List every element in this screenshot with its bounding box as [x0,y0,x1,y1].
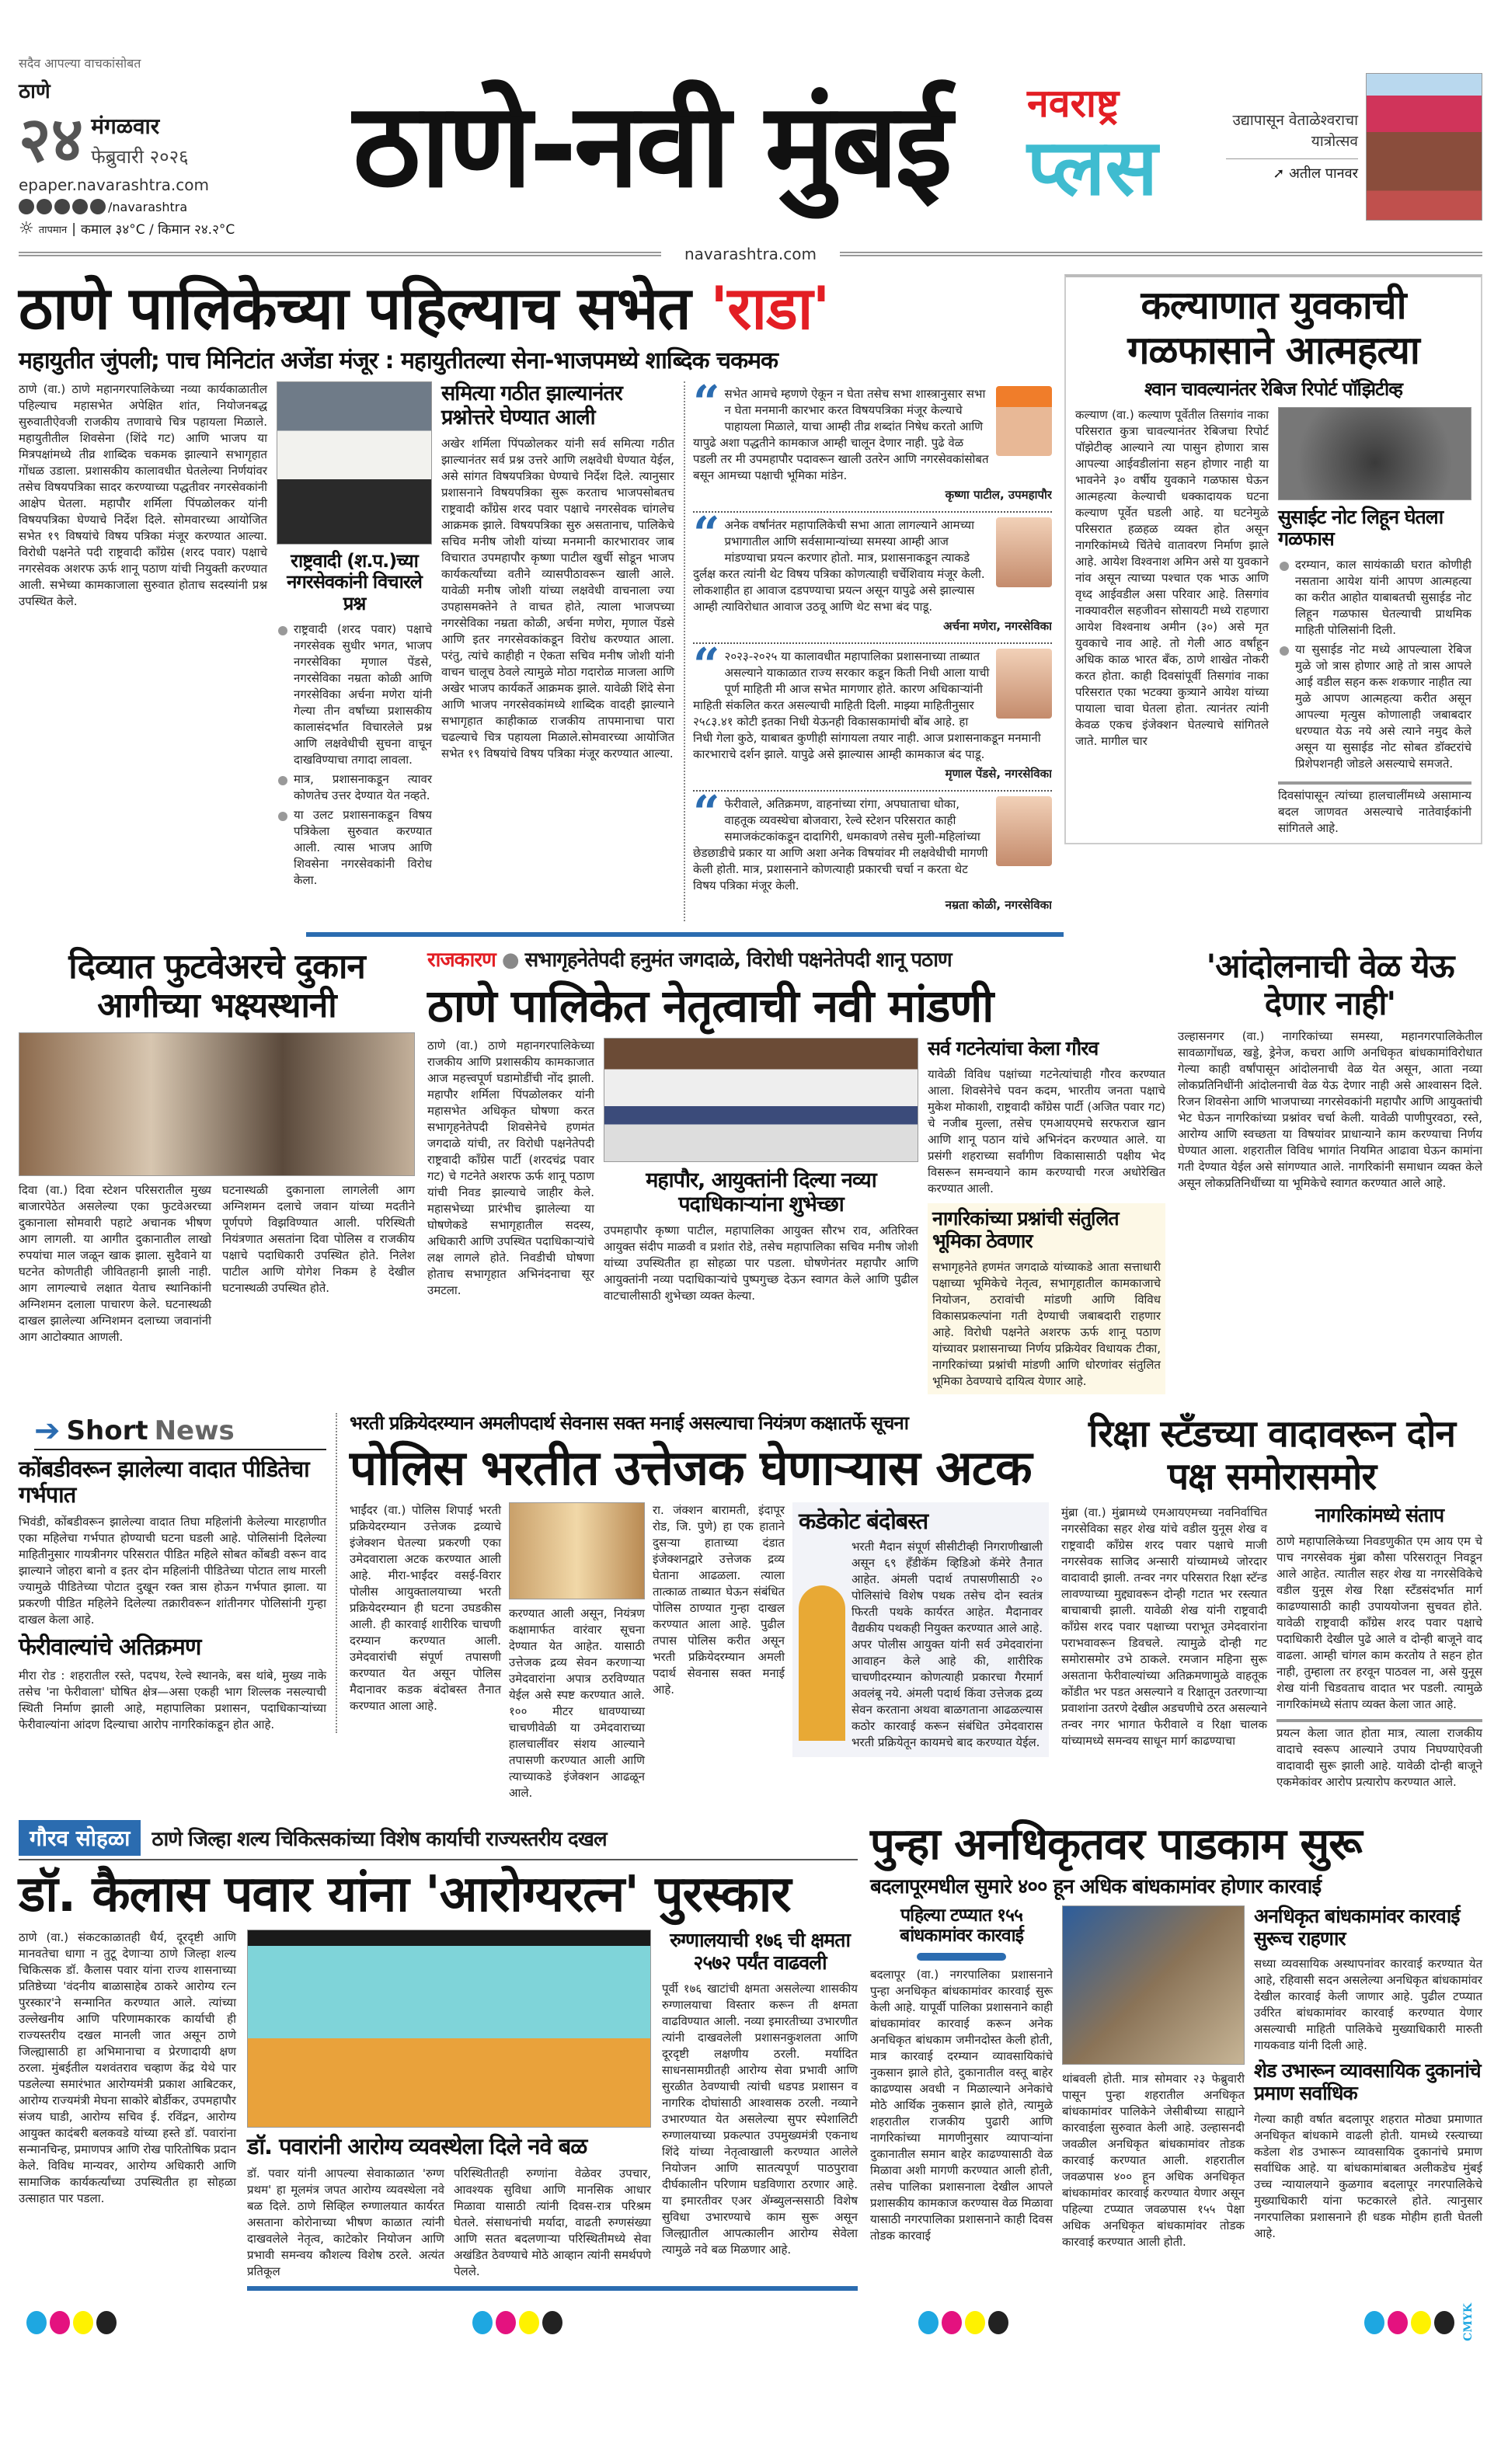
quote-author: नम्रता कोळी, नगरसेविका [945,897,1052,912]
lead-bullets [277,621,432,892]
politics-kicker [427,948,1165,974]
black-dot [1434,2311,1454,2334]
avatar [996,517,1052,587]
site-url[interactable]: navarashtra.com [684,245,817,263]
badlapur-mid [1062,1905,1245,2250]
short-news-header [34,1413,326,1450]
demolition-photo [1062,1905,1245,2065]
teaser-author [1226,158,1358,183]
protest-headline: 'आंदोलनाची वेळ येऊ देणार नाही' [1206,946,1454,1023]
print-marks-row [19,2303,1482,2341]
weekday: मंगळवार [91,113,160,139]
diva-headline: दिव्यात फुटवेअरचे दुकान आगीच्या भक्ष्यस्थानी [68,946,365,1026]
rickshaw-headline: रिक्षा स्टँडच्या वादावरून दोन पक्ष समोरासमोर [1088,1411,1456,1498]
award-kicker: ठाणे जिल्हा शल्य चिकित्सकांच्या विशेष कार्याची राज्यस्तरीय दखल [151,1827,607,1851]
date-text [91,111,188,169]
instagram-icon[interactable] [37,199,52,214]
continue-body: सध्या व्यवसायिक अस्थापनांवर कारवाई करण्यात येत आहे, रहिवासी सदन असलेल्या अनधिकृत बांधकामांवर देखील कारवाई केली जाणार आहे. पुढील टप्प्यात उर्वरित बांधकामांवर कारवाई करण्यात येणार असल्याची माहिती पालिकेचे मुख्याधिकारी मारुती गायकवाड यांनी दिली आहे. [1254,1957,1482,2053]
teaser-author-name: अतील पानवर [1289,165,1358,182]
short-news [19,1413,337,1733]
diva-story [19,948,415,1345]
lead-columns [19,381,1052,921]
security-body: भरती मैदान संपूर्ण सीसीटीव्ही निगराणीखाली असून ६९ हँडीकॅम व्हिडिओ कॅमेरे तैनात आहेत. अंमली पदार्थ तपासणीसाठी २० पोलिसांचे विशेष पथक तसेच दोन स्वतंत्र फिरती पथके कार्यरत आहेत. मैदानावर वैद्यकीय पथकही नियुक्त करण्यात आले आहे. अपर पोलीस आयुक्त यांनी सर्व उमेदवारांना आवाहन केले आहे की, शारीरिक चाचणीदरम्यान कोणत्याही प्रकारचा गैरमार्ग अवलंबू नये. अंमली पदार्थ किंवा उत्तेजक द्रव्य सेवन करताना अथवा बाळगताना आढळल्यास कठोर कारवाई करून संबंधित उमेदवारास भरती प्रक्रियेतून कायमचे बाद करण्यात येईल. [851,1539,1043,1749]
sheds-heading: शेड उभारून व्यावसायिक दुकानांचे प्रमाण सर्वाधिक [1254,2059,1481,2105]
kalyan-story [1064,274,1482,844]
magenta-dot [942,2311,962,2334]
police-col1: भाईंदर (वा.) पोलिस शिपाई भरती प्रक्रियेदरम्यान उत्तेजक द्रव्याचे इंजेक्शन घेतल्या प्रकरणी एका उमेदवाराला अटक करण्यात आली आहे. मीरा-भाईंदर वसई-विरार पोलीस आयुक्तालयाच्या भरती प्रक्रियेदरम्यान ही घटना उघडकीस आली. ही कारवाई शारीरिक चाचणी दरम्यान करण्यात आली. उमेदवारांची संपूर्ण तपासणी करण्यात येत असून पोलिस मैदानावर कडक बंदोबस्त तैनात करण्यात आला आहे. [350,1502,501,1713]
badlapur-headline: पुन्हा अनधिकृतवर पाडकाम सुरू [870,1818,1362,1870]
balance-heading: नागरिकांच्या प्रश्नांची संतुलित भूमिका ठेवणार [932,1207,1119,1252]
arrow-icon: ➚ [1273,165,1285,182]
badlapur-col1-body: बदलापूर (वा.) नगरपालिका प्रशासनाने पुन्हा अनधिकृत बांधकामांवर कारवाई सुरू केली आहे. यापूर्वी पालिका प्रशासनाने काही बांधकामांवर कारवाई करून अनेक अनधिकृत बांधकाम जमीनदोस्त केली होती, मात्र कारवाई दरम्यान व्यावसायिकांचे नुकसान झाले होते, दुकानातील वस्तू बाहेर काढण्यास अवधी न मिळाल्याने अनेकांचे मोठे आर्थिक नुकसान झाले होते, त्यामुळे शहरातील राजकीय पुढारी आणि नागरिकांच्या मागणीनुसार व्यापाऱ्यांना दुकानातील समान बाहेर काढण्यासाठी वेळ मिळावा अशी मागणी करण्यात आली होती, तसेच पालिका प्रशासनाला देखील आपले प्रशासकीय कामकाज करण्यास वेळ मिळावा यासाठी नगरपालिका प्रशासनाने काही दिवस तोडक कारवाई [870,1967,1053,2243]
quote-icon: “ [693,512,720,562]
quote-text: २०२३-२०२५ या कालावधीत महापालिका प्रशासनाच्या ताब्यात असल्याने याकाळात राज्य सरकार कडून किती निधी आला याची पूर्ण माहिती मी आज सभेत मागणार होते. कारण अधिकाऱ्यांनी माहिती संकलित करत असल्याची माहिती दिली. माझ्या माहितीनुसार २५८३.४१ कोटी इतका निधी येऊनही विकासकामांची बोंब आहे. हा निधी गेला कुठे, याबाबत कुणीही सांगायला तयार नाही. आज प्रशासनाकडून मनमानी कारभाराचे दर्शन झाले. यापुढे असे झाल्यास आम्ही कामकाज बंद पाडू. [693,649,1041,761]
tagline: सदैव आपल्या वाचकांसोबत [19,56,141,71]
badlapur-subhead: बदलापूरमधील सुमारे ४०० हून अधिक बांधकामांवर होणार कारवाई [870,1874,1322,1898]
bullet-item: या सुसाईड नोट मध्ये आपल्याला रेबिज मुळे जो त्रास होणार आहे तो त्रास आपले आई वडील सहन करू शकणार नाहीत त्या मुळे आपण आत्महत्या करीत असून आपल्या मृत्युस कोणालाही जबाबदार धरण्यात येऊ नये असे त्याने नमुद केले असून या सुसाईड नोट सोबत डॉक्टरांचे प्रिशेपशनही जोडले असल्याचे समजते. [1278,642,1471,772]
short-label: Short [66,1415,148,1446]
quote-icon: “ [693,791,720,840]
weather: ☼ तापमान | कमाल ३४°C / किमान २४.२°C [19,219,235,238]
award-bottom-rule [247,2286,858,2291]
award-col1: ठाणे (वा.) संकटकाळातही धैर्य, दूरदृष्टी आणि मानवतेचा धागा न तुटू देणाऱ्या ठाणे जिल्हा शल्य चिकित्सक डॉ. कैलास पवार यांना राज्य शासनाच्या प्रतिष्ठेच्या 'वंदनीय बाळासाहेब ठाकरे आरोग्य रत्न पुरस्कार'ने सन्मानित करण्यात आले. त्यांच्या उल्लेखनीय आणि परिणामकारक कार्याची ही राज्यस्तरीय दखल मानली जात असून ठाणे जिल्ह्यासाठी हा अभिमानाचा व प्रेरणादायी क्षण ठरला. मुंबईतील यशवंतराव चव्हाण केंद्र येथे पार पडलेल्या समारंभात आरोग्यमंत्री प्रकाश आबिटकर, आरोग्य राज्यमंत्री मेघना साकोरे बोर्डीकर, उपमहापौर संजय घाडी, आरोग्य सचिव ई. रविंद्रन, आरोग्य आयुक्त कादंबरी बलकवडे यांच्या हस्ते डॉ. पवारांना सन्मानचिन्ह, प्रमाणपत्र आणि रोख पारितोषिक प्रदान केले. विविध मान्यवर, आरोग्य अधिकारी आणि सामाजिक कार्यकर्त्यांच्या उपस्थितीत हा सोहळा उत्साहात पार पडला. [19,1930,236,2206]
brand-bottom: प्लस [1027,122,1158,213]
badlapur-columns [870,1905,1482,2250]
col3-body: अखेर शर्मिला पिंपळोलकर यांनी सर्व समित्या गठीत झाल्यानंतर सर्व प्रश्न उत्तरे आणि लक्षवेधी घेण्यात येईल, असे सांगत विषयपत्रिका घेण्याचे निर्देश दिले. त्यानुसार प्रशासनाने विषयपत्रिका सुरू करताच भाजपसोबतच राष्ट्रवादी काँग्रेस शरद पवार पक्षाचे नगरसेवक चांगलेच आक्रमक झाले. विषयपत्रिका सुरु असतानाच, पालिकेचे सचिव मनीष जोशी यांच्या मनमानी कारभारावर जाब विचारात उपमहापौर कृष्णा पाटील खुर्ची सोडून भाजप कार्यकर्त्यांच्या वतीने व्यासपीठावरून खाली आले. यावेळी मनीष जोशी यांच्या लक्षवेधी वाचनाला ज्या उपहासमक्तेने ते वाचत होते, त्याला भाजपच्या नगरसेविका नम्रता कोळी, अर्चना मणेरा, मृणाल पेंडसे आणि इतर नगरसेवकांकडून विरोध करण्यात आला. परंतु, त्यांचे काहीही न ऐकता सचिव मनीष जोशी यांनी वाचन चालूच ठेवले त्यामुळे मोठा गदारोळ माजला आणि अखेर भाजप कार्यकर्ते आक्रमक झाले. यावेळी शिंदे सेना आणि भाजप नगरसेवकांमध्ये शाब्दिक वादही झाल्याने सभागृहात काहीकाळ राजकीय तापमानाचा पारा चढल्याचे चित्र पहायला मिळाले.सोमवारच्या आयोजित सभेत १९ विषयांचे विषय पत्रिका मंजूर करण्यात आल्या. [441,436,674,760]
cmyk-label: CMYK [1462,2303,1475,2342]
officials-group-photo [604,1038,918,1162]
lead-story [19,274,1052,921]
sheds-body: गेल्या काही वर्षात बदलापूर शहरात मोठ्या प्रमाणात अनधिकृत बांधकामे वाढली होती. यामध्ये रस्त्याच्या कडेला शेड उभारून व्यावसायिक दुकानांचे प्रमाण सर्वाधिक आहे. या बांधकामांबाबत अलीकडेच मुंबई उच्च न्यायालयाने कुळगाव बदलापूर नगरपालिकेचे मुख्याधिकारी यांना फटकारले होते. त्यानुसार नगरपालिका प्रशासनाने ही धडक मोहीम हाती घेतली आहे. [1254,2111,1482,2240]
kalyan-columns [1075,407,1471,837]
rickshaw-side [1276,1505,1482,1791]
diva-col2: घटनास्थळी दुकानाला लागलेली आग अग्निशमन दलाचे जवान यांच्या मदतीने पूर्णपणे विझविण्यात आली. परिस्थिती नियंत्रणात असतांना दिवा पोलिस व राजकीय पक्षाचे पदाधिकारी उपस्थित होते. निलेश पाटील आणि योगेश निकम हे देखील घटनास्थळी उपस्थित होते. [222,1183,415,1296]
police-kicker: भरती प्रक्रियेदरम्यान अमलीपदार्थ सेवनास सक्त मनाई असल्याचा नियंत्रण कक्षातर्फे सूचना [350,1411,908,1434]
news-label: News [154,1415,235,1446]
black-dot [988,2311,1008,2334]
diva-col1: दिवा (वा.) दिवा स्टेशन परिसरातील मुख्य बाजारपेठेत असलेल्या एका फुटवेअरच्या दुकानाला सोमवारी पहाटे अचानक भीषण आग लागली. या आगीत दुकानातील लाखो रुपयांचा माल जळून खाक झाला. सुदैवाने या घटनेत कोणतीही जीवितहानी झाली नाही. आग लागल्याचे लक्षात येताच स्थानिकांनी अग्निशमन दलाला पाचारण केले. घटनास्थळी दाखल झालेल्या अग्निशमन दलाच्या जवानांनी आग आटोक्यात आणली. [19,1183,211,1345]
photo-heading: महापौर, आयुक्तांनी दिल्या नव्या पदाधिकाऱ्यांना शुभेच्छा [646,1168,876,1217]
protest-story [1178,948,1482,1192]
award-photo-columns [247,2166,651,2280]
cyan-dot [918,2311,939,2334]
avatar [996,649,1052,719]
award-headline: डॉ. कैलास पवार यांना 'आरोग्यरत्न' पुरस्कार [19,1865,791,1923]
photo-body: उपमहापौर कृष्णा पाटील, महापालिका आयुक्त सौरभ राव, अतिरिक्त आयुक्त संदीप माळवी व प्रशांत रोडे, तसेच महापालिका सचिव मनीष जोशी यांच्या उपस्थितीत हा सोहळा पार पडला. घोषणेनंतर महापौर आणि आयुक्तांनी नव्या पदाधिकाऱ्यांचे पुष्पगुच्छ देऊन स्वागत केले आणि पुढील वाटचालीसाठी शुभेच्छा व्यक्त केल्या. [604,1223,918,1303]
quote-icon: “ [693,643,720,693]
police-col2: करण्यात आली असून, नियंत्रण कक्षामार्फत वारंवार सूचना देण्यात येत आहेत. यासाठी उत्तेजक द्रव्य सेवन करणाऱ्या उमेदवारांना अपात्र ठरविण्यात येईल असे स्पष्ट करण्यात आले. १०० मीटर धावण्याच्या चाचणीवेळी या उमेदवाराच्या हालचालींवर संशय आल्याने तपासणी करण्यात आली आणि त्याच्याकडे इंजेक्शन आढळून आले. [509,1606,645,1800]
kalyan-headline: कल्याणात युवकाची गळफासाने आत्महत्या [1127,283,1419,373]
short-news-title: कोंबडीवरून झालेल्या वादात पीडितेचा गर्भपात [19,1455,309,1508]
quote-author: कृष्णा पाटील, उपमहापौर [945,487,1052,502]
bullet-item: या उलट प्रशासनाकडून विषय पत्रिकेला सुरुवात करण्यात आली. त्यास भाजप आणि शिवसेना नगरसेवकांनी विरोध केला. [277,807,432,889]
registration-marks-right [1364,2311,1454,2334]
kalyan-bullets [1278,557,1471,775]
cyan-dot [1364,2311,1384,2334]
bullet-item: मात्र, प्रशासनाकडून त्यावर कोणतेच उत्तर देण्यात येत नव्हते. [277,771,432,804]
rickshaw-columns [1061,1505,1482,1791]
yellow-dot [519,2311,539,2334]
quote-item [693,792,1052,921]
continue-heading: अनधिकृत बांधकामांवर कारवाई सुरूच राहणार [1254,1904,1460,1950]
leadership-right [928,1038,1165,1394]
short-news-body: भिवंडी, कोंबडीवरून झालेल्या वादात तिघा महिलांनी केलेल्या मारहाणीत एका महिलेचा गर्भपात होण्याची घटना घडली आहे. पोलिसांनी दिलेल्या माहितीनुसार गायत्रीनगर परिसरात पीडित महिले सोबत कोंबडी वरून वाद झाल्याने जोहरा बानो व इतर दोन महिलांनी पीडितेच्या पोटात लाथ मारली ज्यामुळे पीडितेच्या पोटात दुखून रक्त त्रास होऊन गर्भपात झाला. या प्रकरणी पीडित महिलेने दिलेल्या तक्रारीवरून शांतीनगर पोलिसांनी गुन्हा दाखल केला आहे. [19,1515,326,1627]
teaser-text-col [1226,110,1358,183]
syringe-photo [509,1502,645,1599]
quote-item [693,381,1052,513]
teaser [1226,73,1482,221]
award-badge: गौरव सोहळा [19,1820,141,1856]
award-story [19,1820,858,2292]
teaser-text[interactable]: उद्यापासून वेताळेश्वराचा यात्रोत्सव [1232,112,1358,150]
award-mid [247,1930,651,2280]
masthead-info [19,54,275,238]
badlapur-right [1254,1905,1482,2242]
quote-text: अनेक वर्षांनंतर महापालिकेची सभा आता लागल्याने आमच्या प्रभागातील आणि सर्वसामान्यांच्या समस्या आम्ही आज मांडण्याचा प्रयत्न करणार होतो. मात्र, प्रशासनाकडून त्याकडे दुर्लक्ष करत त्यांनी थेट विषय पत्रिका कोणत्याही चर्चेशिवाय मंजूर केली. लोकशाहीत हा आवाज दडपण्याचा प्रयत्न असून यापुढे असे झाल्यास आम्ही त्याविरोधात आवाज उठवू आणि थेट सभा बंद पाडू. [693,517,985,614]
security-box [792,1502,1049,1757]
masthead-rule-left [19,252,661,256]
masthead-rule-row [19,245,1482,263]
yellow-dot [965,2311,985,2334]
quote-item [693,644,1052,792]
lead-photo-heading: राष्ट्रवादी (श.प.)च्या नगरसेवकांनी विचारले प्रश्न [287,549,422,615]
divider-pill [917,1953,1006,1961]
month-year: फेब्रुवारी २०२६ [91,145,189,168]
social-links[interactable] [19,199,275,214]
row-2 [19,948,1482,1394]
cyan-dot [26,2311,47,2334]
award-columns [19,1930,858,2280]
badlapur-col2: थांबवली होती. मात्र सोमवार २३ फेब्रुवारी पासून पुन्हा शहरातील अनधिकृत बांधकामांवर पालिकेने जेसीबीच्या साह्याने कारवाईला सुरुवात केली आहे. उल्हासनदी जवळील अनधिकृत बांधकामांवर तोडक कारवाई करण्यात आली. शहरातील जवळपास ४०० हून अधिक अनधिकृत बांधकामांवर कारवाई करण्यात येणार असून पहिल्या टप्प्यात जवळपास १५५ पेक्षा अधिक अनधिकृत बांधकामांवर तोडक कारवाई करण्यात आली होती. [1062,2071,1245,2249]
award-photo-col1: डॉ. पवार यांनी आपल्या सेवाकाळात 'रुग्ण प्रथम' हा मूलमंत्र जपत आरोग्य व्यवस्थेला नवे बळ दिले. ठाणे सिव्हिल रुग्णालयात कार्यरत असताना कोरोनाच्या भीषण काळात त्यांनी दाखवलेले नेतृत्व, काटेकोर नियोजन आणि प्रभावी समन्वय कौशल्य विशेष ठरले. अत्यंत प्रतिकूल [247,2166,444,2279]
registration-marks-mid [918,2311,1008,2334]
bullet-dot-icon: ● [501,948,519,972]
section-divider [306,932,1064,937]
brand-top: नवराष्ट्र [1027,81,1120,126]
diva-columns [19,1182,415,1345]
registration-marks-center [472,2311,562,2334]
rickshaw-tail: प्रयत्न केला जात होता मात्र, त्याला राजकीय वादाचे स्वरूप आल्याने उपाय निघण्याऐवजी वादावादी सुरू झाली आहे. यावेळी दोन्ही बाजूने एकमेकांवर आरोप प्रत्यारोप करण्यात आले. [1276,1719,1482,1791]
avatar [996,386,1052,456]
day-number: २४ [19,103,84,176]
honour-body: यावेळी विविध पक्षांच्या गटनेत्यांचाही गौरव करण्यात आला. शिवसेनेचे पवन कदम, भारतीय जनता पक्षाचे मुकेश मोकाशी, राष्ट्रवादी काँग्रेस पार्टी (अजित पवार गट) चे नजीब मुल्ला, तसेच एमआयएमचे सरफराज खान आणि शानू पठान यांचे अभिनंदन करण्यात आले. या प्रसंगी शहराच्या सर्वांगीण विकासासाठी पक्षीय भेद विसरून समन्वयाने काम करण्याची गरज अधोरेखित करण्यात आली. [928,1067,1165,1196]
kalyan-body: कल्याण (वा.) कल्याण पूर्वेतील तिसगांव नाका परिसरात कुत्रा चावल्यानंतर रेबिजचा रिपोर्ट पॉझेटीव्ह आल्याने त्या पासुन होणारा त्रास आपल्या आईवडीलांना सहन होणार नाही या भावनेने ३० वर्षीय युवकाने गळफास घेऊन आत्महत्या केल्याची धक्कादायक घटना कल्याण पूर्वेत घडली आहे. या घटनेमुळे परिसरात हळहळ व्यक्त होत असून नागरिकांमध्ये चिंतेचे वातावरण निर्माण झाले आहे. आयेश विश्वनाश अमिन असे या युवकाने नांव असून त्याच्या पश्चात एक भाऊ आणि वृध्द आईवडील असा परिवार आहे. तिसगांव नाक्यावरील सहजीवन सोसायटी मध्ये राहणारा आयेश विश्वनाथ अमीन (३०) असे मृत युवकाचे नाव आहे. तो गेली आठ वर्षांहून अधिक काळ भारत बँक, ठाणे शाखेत नोकरी करत होता. काही दिवसांपूर्वी तिसगांव नाका परिसरात एका भटक्या कुत्र्याने आयेश यांच्या पायाला चावा घेतला होता. त्यानंतर त्यांनी केवळ एकच इंजेक्शन घेतल्याचे सांगितले जाते. मागील चार [1075,407,1269,748]
leadership-headline: ठाणे पालिकेत नेतृत्वाची नवी मांडणी [427,979,994,1032]
bullet-item: राष्ट्रवादी (शरद पवार) पक्षाचे नगरसेवक सुधीर भगत, भाजप नगरसेविका मृणाल पेंडसे, नगरसेविका नम्रता कोळी आणि नगरसेविका अर्चना मणेरा यांनी गेल्या तीन वर्षांच्या प्रशासकीय कालासंदर्भात विचारलेले प्रश्न आणि लक्षवेधीची सुचना वाचून दाखविण्याचा तगादा लावला. [277,621,432,768]
police-story [350,1413,1049,1801]
kicker-label: राजकारण [427,948,496,972]
award-photo-heading: डॉ. पवारांनी आरोग्य व्यवस्थेला दिले नवे बळ [247,2133,587,2160]
kalyan-side-heading: सुसाईट नोट लिहून घेतला गळफास [1278,505,1444,551]
lead-headline-text: ठाणे पालिकेच्या पहिल्याच सभेत [19,273,691,343]
rickshaw-side-body: ठाणे महापालिकेच्या निवडणुकीत एम आय एम चे पाच नगरसेवक मुंब्रा कौसा परिसरातून निवडून आले आहेत. त्यातील सहर शेख या नगरसेविकेचे वडील युनूस शेख रिक्षा स्टँडसंदर्भात मार्ग काढण्यासाठी काही उपाययोजना सुचवत होते. यावेळी राष्ट्रवादी काँग्रेस शरद पवार पक्षाचे पदाधिकारी देखील पुढे आले व दोन्ही बाजूने वाद वाढला. आम्ही चांगल काम करतोय ते सहन होत नाही, तुम्हाला तर हरवून पाठवल ना, असे युनूस शेख यांनी चिडवताच वादात भर पडली. त्यामुळे नागरिकांमध्ये संताप व्यक्त केला जात आहे. [1276,1533,1482,1711]
edition: ठाणे [19,80,50,103]
social-handle: /navarashtra [108,199,188,214]
balance-body: सभागृहनेते हणमंत जगदाळे यांच्याकडे आता सत्ताधारी पक्षाच्या भूमिकेचे नेतृत्व, सभागृहातील कामकाजाचे नियोजन, ठरावांची मांडणी आणि विविध विकासप्रकल्पांना गती देण्याची जबाबदारी राहणार आहे. विरोधी पक्षनेते अशरफ ऊर्फ शानू पठाण यांच्यावर प्रशासनाच्या निर्णय प्रक्रियेवर विधायक टीका, नागरिकांच्या प्रश्नांची मांडणी आणि धोरणांवर संतुलित भूमिका ठेवण्याचे दायित्व येणार आहे. [932,1259,1161,1388]
lead-headline [19,274,1052,342]
date-block [19,103,275,176]
lead-headline-red: 'राडा' [710,273,830,343]
leadership-mid [604,1038,918,1304]
noose-photo [1278,407,1471,500]
kalyan-subhead: श्वान चावल्यानंतर रेबिज रिपोर्ट पॉझिटीव्ह [1144,378,1402,400]
weather-values: कमाल ३४°C / किमान २४.२°C [81,222,235,238]
epaper-link[interactable]: epaper.navarashtra.com [19,176,209,194]
badlapur-col1 [870,1905,1053,2244]
kalyan-tail: दिवसांपासून त्यांच्या हालचालींमध्ये असामान्य बदल जाणवत असल्याचे नातेवाईकांनी सांगितले आहे. [1278,781,1471,837]
honour-heading: सर्व गटनेत्यांचा केला गौरव [928,1037,1099,1060]
police-headline: पोलिस भरतीत उत्तेजक घेणाऱ्यास अटक [350,1439,1032,1497]
bullet-item: दरम्यान, काल सायंकाळी घरात कोणीही नसताना आयेश यांनी आपण आत्महत्या का करीत आहोत याबाबतची सुसाईड नोट लिहून गळफास घेतल्याची प्राथमिक माहिती पोलिसांनी दिली. [1278,557,1471,639]
avatar [996,796,1052,866]
rickshaw-body: मुंब्रा (वा.) मुंब्रामध्ये एमआयएमच्या नवनिर्वाचित नगरसेविका सहर शेख यांचे वडील युनूस शेख व राष्ट्रवादी काँग्रेस शरद पवार पक्षाचे माजी नगरसेवक साजिद अन्सारी यांच्यामध्ये जोरदार वादावादी झाली. तन्वर नगर परिसरात रिक्षा स्टॅन्ड लावण्याच्या मुद्द्यावरून दोन्ही गटात भर रस्त्यात बाचाबाची झाली. यावेळी शेख यांनी राष्ट्रवादी काँग्रेस शरद पवार पक्षाच्या पराभूत उमेदवारांना पराभवावरून डिवचले. त्यामुळे दोन्ही गट समोरासमोर उभे ठाकले. रमजान महिना सुरू असताना फेरीवाल्यांच्या अतिक्रमणामुळे वाहतूक कोंडीत भर पडत असल्याने व रिक्षातून उतरणाऱ्या प्रवाशांना उतरणे देखील अडचणीचे ठरत असल्याने तन्वर नगर भागात फेरीवाले व रिक्षा चालक यांच्यामध्ये समन्वय साधून मार्ग काढण्याचा [1061,1505,1267,1748]
lead-photo-col [277,381,432,892]
rickshaw-story [1061,1413,1482,1791]
yellow-dot [1411,2311,1431,2334]
badlapur-story [870,1820,1482,2250]
phase-heading: पहिल्या टप्प्यात १५५ बांधकामांवर कारवाई [900,1905,1023,1947]
lead-subhead: महायुतीत जुंपली; पाच मिनिटांत अजेंडा मंजूर : महायुतीतल्या सेना-भाजपमध्ये शाब्दिक चकमक [19,347,778,375]
col3 [441,381,674,762]
kicker-text: सभागृहनेतेपदी हनुमंत जगदाळे, विरोधी पक्षनेतेपदी शानू पठाण [524,948,952,972]
lead-body: ठाणे (वा.) ठाणे महानगरपालिकेच्या नव्या कार्यकाळातील पहिल्याच महासभेत अपेक्षित शांत, नियोजनबद्ध सुरुवातीऐवजी राजकीय तणावाचे चित्र पहायला मिळाले. महायुतीतील शिवसेना (शिंदे गट) आणि भाजप या मित्रपक्षांमध्ये तीव्र शाब्दिक चकमक झाल्याने सभागृहात गोंधळ उडाला. प्रशासकीय कालावधीत घेतलेल्या निर्णयांवर तसेच विषयपत्रिका सादर करण्याच्या पद्धतीवर नगरसेवकांनी आक्षेप घेतला. महापौर शर्मिला पिंपळोलकर यांनी विषयपत्रिका घेण्याचे निर्देश दिले. सोमवारच्या आयोजित सभेत १९ विषयांचे विषय पत्रिका मंजूर करण्यात आल्या. विरोधी पक्षनेते पदी राष्ट्रवादी काँग्रेस (शरद पवार) पक्षाचे नगरसेवक अशरफ ऊर्फ शानू पठाण यांची नियुक्ती करण्यात आली. सभेच्या कामकाजाला सुरुवात होताच सदस्यांनी प्रश्न उपस्थित केले. [19,381,267,608]
quote-item [693,513,1052,644]
magenta-dot [1388,2311,1408,2334]
police-col3: रा. जंक्शन बारामती, इंदापूर रोड, जि. पुणे) हा एक हाताने दुसऱ्या हाताच्या दंडात इंजेक्शनद्वारे उत्तेजक द्रव्य घेताना आढळला. त्याला तात्काळ ताब्यात घेऊन संबंधित पोलिस ठाण्यात गुन्हा दाखल करण्यात आला आहे. पुढील तपास पोलिस करीत असून भरती प्रक्रियेदरम्यान अमली पदार्थ सेवनास सक्त मनाई आहे. [653,1502,785,1697]
leadership-story [427,948,1165,1394]
col3-heading: समित्या गठीत झाल्यानंतर प्रश्नोत्तरे घेण्यात आली [441,381,622,430]
short-news-title: फेरीवाल्यांचे अतिक्रमण [19,1634,201,1662]
municipal-building-photo [277,381,432,545]
leadership-col1: ठाणे (वा.) ठाणे महानगरपालिकेच्या राजकीय आणि प्रशासकीय कामकाजात आज महत्त्वपूर्ण घडामोडींची नोंद झाली. महापौर शर्मिला पिंपळोलकर यांनी महासभेत अधिकृत घोषणा करत सभागृहनेतेपदी शिवसेनेचे हणमंत जगदाळे यांची, तर विरोधी पक्षनेतेपदी राष्ट्रवादी काँग्रेस पार्टी (शरदचंद्र पवार गट) चे गटनेते अशरफ ऊर्फ शानू पठाण यांची निवड झाल्याचे जाहीर केले. महासभेच्या प्रारंभीच झालेल्या या घोषणेकडे सभागृहातील सदस्य, अधिकारी आणि उपस्थित पदाधिकाऱ्यांचे लक्ष लागले होते. निवडीची घोषणा होताच सभागृहात अभिनंदनाचा सूर उमटला. [427,1039,594,1298]
black-dot [96,2311,117,2334]
black-dot [542,2311,562,2334]
fire-photo [19,1032,415,1176]
quotes-column [684,381,1052,921]
quote-icon: “ [693,381,720,430]
linkedin-icon[interactable] [90,199,106,214]
x-icon[interactable] [54,199,70,214]
award-kicker-row [19,1820,858,1860]
newspaper-title: ठाणे-नवी मुंबई [353,78,949,214]
cyan-dot [472,2311,493,2334]
arrow-right-icon: ➔ [34,1412,61,1449]
row-4 [19,1820,1482,2292]
magenta-dot [496,2311,516,2334]
protest-body: उल्हासनगर (वा.) नागरिकांच्या समस्या, महानगरपालिकेतील सावळागोंधळ, खड्डे, ड्रेनेज, कचरा आणि अनधिकृत बांधकामांविरोधात गेल्या काही वर्षांपासून आंदोलनाची वेळ येत असून, आता नव्या लोकप्रतिनिधींनी आंदोलनाची वेळ येऊ देणार नाही असे आश्वासन दिले. रिजन शिवसेना आणि भाजपाच्या नगरसेवकांनी महापौर आणि आयुक्तांची भेट घेऊन नागरिकांच्या प्रश्नांवर चर्चा केली. यावेळी पाणीपुरवठा, रस्ते, आरोग्य आणि स्वच्छता या विषयांवर प्राधान्याने काम करण्याचा निर्णय घेण्यात आला. शहरातील विविध भागांत नियमित आढावा घेऊन कामांना गती देण्यात येईल असे सांगण्यात आले. नागरिकांनी समाधान व्यक्त केले असून लोकप्रतिनिधींच्या या भूमिकेचे स्वागत करण्यात आले आहे. [1178,1029,1482,1191]
award-right [662,1930,858,2258]
leadership-columns [427,1038,1165,1394]
row-3 [19,1413,1482,1801]
police-cartoon-icon [799,1585,845,1741]
capacity-body: पूर्वी १७६ खाटांची क्षमता असलेल्या शासकीय रुग्णालयाचा विस्तार करून ती क्षमता वाढविण्यात आली. नव्या इमारतीच्या उभारणीत त्यांनी दाखवलेली प्रशासनकुशलता आणि दूरदृष्टी लक्षणीय ठरली. मर्यादित साधनसामग्रीतही आरोग्य सेवा प्रभावी आणि सुरळीत ठेवण्याची त्यांची धडपड प्रशासन व नागरिक दोघांसाठी आश्वासक ठरली. नव्याने उभारण्यात येत असलेल्या सुपर स्पेशालिटी रुग्णालयाच्या प्रकल्पात उपमुख्यमंत्री एकनाथ शिंदे यांच्या नेतृत्वाखाली करण्यात आलेले नियोजन आणि सातत्यपूर्ण पाठपुरावा दीर्घकालीन परिणाम घडविणारा ठरणार आहे. या इमारतीवर एअर ॲम्ब्युलन्ससाठी विशेष सुविधा उभारण्याचे काम सुरू असून जिल्ह्यातील आपत्कालीन आरोग्य सेवेला त्यामुळे नवे बळ मिळणार आहे. [662,1981,858,2257]
youtube-icon[interactable] [72,199,88,214]
brand-logo [1027,82,1214,211]
registration-marks-right-group [1364,2303,1475,2341]
quote-author: मृणाल पेंडसे, नगरसेविका [945,766,1052,781]
temple-photo[interactable] [1366,73,1482,221]
magenta-dot [50,2311,70,2334]
award-ceremony-photo [247,1930,651,2128]
award-photo-col2: परिस्थितीतही रुग्णांना वेळेवर उपचार, आवश्यक सुविधा आणि मानसिक आधार मिळावा यासाठी त्यांनी दिवस-रात्र परिश्रम घेतले. संसाधनांची मर्यादा, वाढती रुग्णसंख्या आणि सतत बदलणाऱ्या परिस्थितीमध्ये सेवा अखंडित ठेवण्याचे मोठे आव्हान त्यांनी समर्थपणे पेलले. [454,2166,651,2279]
facebook-icon[interactable] [19,199,34,214]
police-mid [509,1502,645,1801]
quote-text: फेरीवाले, अतिक्रमण, वाहनांच्या रांगा, अपघाताचा धोका, वाहतूक व्यवस्थेचा बोजवारा, रेल्वे स्टेशन परिसरात काही समाजकंटकांकडून दादागिरी, धमकावणे तसेच मुली-महिलांच्या छेडछाडीचे प्रकार या आणि अशा अनेक विषयांवर मी लक्षवेधीची मागणी केली होती. मात्र, प्रशासनाने कोणत्याही प्रकारची चर्चा न करता थेट विषय पत्रिका मंजूर केली. [693,796,988,893]
police-columns [350,1502,1049,1801]
row-1 [19,274,1482,921]
balance-box [928,1203,1165,1394]
rickshaw-side-heading: नागरिकांमध्ये संताप [1315,1504,1444,1526]
quote-author: अर्चना मणेरा, नगरसेविका [943,618,1052,633]
kalyan-side [1278,407,1471,837]
security-heading: कडेकोट बंदोबस्त [799,1507,928,1534]
quote-text: सभेत आमचे म्हणणे ऐकून न घेता तसेच सभा शास्त्रानुसार सभा न घेता मनमानी कारभार करत विषयपत्रिका मंजूर केल्याचे पाहायला मिळाले, याचा आम्ही तीव्र शब्दांत निषेध करतो आणि यापुढे अशा पद्धतीने कामकाज आम्ही चालून देणार नाही. पुढे वेळ पडली तर मी उपमहापौर पदावरून खाली उतरेन आणि नगरसेवकांसोबत बसून आमच्या पक्षाची भूमिका मांडेन. [693,386,989,482]
weather-label: तापमान [38,224,68,236]
masthead [19,0,1482,238]
capacity-heading: रुग्णालयाची १७६ ची क्षमता २५७२ पर्यंत वाढवली [670,1929,850,1974]
masthead-rule-right [840,252,1482,256]
short-news-body: मीरा रोड : शहरातील रस्ते, पदपथ, रेल्वे स्थानके, बस थांबे, मुख्य नाके तसेच 'ना फेरीवाला' घोषित क्षेत्र—असा एकही भाग शिल्लक नसल्याची स्थिती निर्माण झाली आहे, महापालिका प्रशासन, पदाधिकाऱ्यांच्या फेरीवाल्यांना आंदण दिल्याचा आरोप नागरिकांकडून होत आहे. [19,1668,326,1731]
sun-cloud-icon: ☼ [19,219,34,238]
yellow-dot [73,2311,93,2334]
registration-marks-left [26,2311,117,2334]
